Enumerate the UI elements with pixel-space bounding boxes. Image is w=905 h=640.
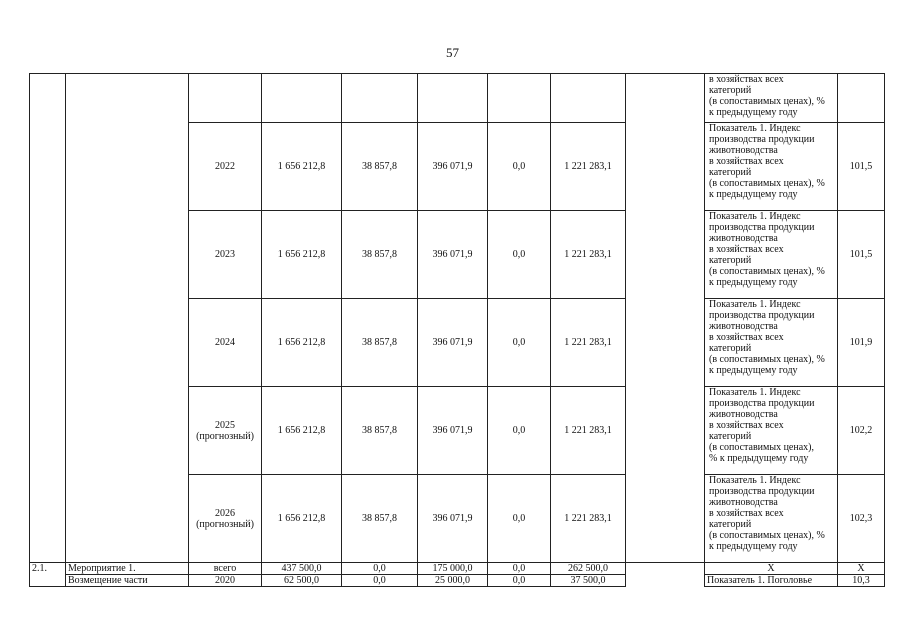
local-cell: 0,0 <box>488 299 551 387</box>
local-cell: 0,0 <box>488 211 551 299</box>
other-cell: 1 221 283,1 <box>551 211 626 299</box>
indicator-cell: Показатель 1. Индекс производства продукции животноводства в хозяйствах всех категорий (в сопоставимых ценах), % к предыдущему году <box>705 475 838 563</box>
year-cell: 2026 (прогнозный) <box>189 475 262 563</box>
other-cell: 1 221 283,1 <box>551 475 626 563</box>
year-cell: 2022 <box>189 123 262 211</box>
federal-cell: 38 857,8 <box>342 211 418 299</box>
executor-cell <box>626 563 705 587</box>
federal-cell: 38 857,8 <box>342 123 418 211</box>
total-cell: 62 500,0 <box>262 575 342 587</box>
regional-cell: 25 000,0 <box>418 575 488 587</box>
page-number: 57 <box>446 45 459 60</box>
total-cell: 1 656 212,8 <box>262 299 342 387</box>
regional-cell: 175 000,0 <box>418 563 488 575</box>
indicator-cell: в хозяйствах всех категорий (в сопоставимых ценах), % к предыдущему году <box>705 74 838 123</box>
total-cell: 437 500,0 <box>262 563 342 575</box>
regional-cell: 396 071,9 <box>418 387 488 475</box>
indicator-value-cell: 10,3 <box>838 575 885 587</box>
indicator-value-cell: 101,9 <box>838 299 885 387</box>
indicator-value-cell: 102,2 <box>838 387 885 475</box>
total-cell: 1 656 212,8 <box>262 211 342 299</box>
indicator-value-cell: X <box>838 563 885 575</box>
other-cell: 1 221 283,1 <box>551 387 626 475</box>
local-cell: 0,0 <box>488 575 551 587</box>
indicator-cell: Показатель 1. Индекс производства продукции животноводства в хозяйствах всех категорий (в сопоставимых ценах), % к предыдущему году <box>705 299 838 387</box>
table-row <box>30 575 885 587</box>
local-cell: 0,0 <box>488 387 551 475</box>
indicator-cell: X <box>705 563 838 575</box>
total-cell: 1 656 212,8 <box>262 123 342 211</box>
name-cell <box>66 74 189 563</box>
local-cell: 0,0 <box>488 123 551 211</box>
number-cell: 2.1. <box>30 563 66 587</box>
number-cell <box>30 74 66 563</box>
year-cell <box>189 74 262 123</box>
name-cell: Возмещение части <box>66 575 189 587</box>
local-cell: 0,0 <box>488 475 551 563</box>
table-row <box>30 74 885 123</box>
year-cell: 2020 <box>189 575 262 587</box>
indicator-value-cell: 101,5 <box>838 211 885 299</box>
indicator-cell: Показатель 1. Индекс производства продукции животноводства в хозяйствах всех категорий (в сопоставимых ценах), % к предыдущему году <box>705 387 838 475</box>
other-cell: 37 500,0 <box>551 575 626 587</box>
federal-cell: 38 857,8 <box>342 387 418 475</box>
regional-cell: 396 071,9 <box>418 211 488 299</box>
year-cell: всего <box>189 563 262 575</box>
indicator-value-cell <box>838 74 885 123</box>
year-cell: 2024 <box>189 299 262 387</box>
total-cell: 1 656 212,8 <box>262 387 342 475</box>
indicator-value-cell: 101,5 <box>838 123 885 211</box>
federal-cell: 38 857,8 <box>342 475 418 563</box>
indicator-cell: Показатель 1. Индекс производства продукции животноводства в хозяйствах всех категорий (в сопоставимых ценах), % к предыдущему году <box>705 123 838 211</box>
other-cell: 1 221 283,1 <box>551 123 626 211</box>
other-cell: 262 500,0 <box>551 563 626 575</box>
indicator-cell: Показатель 1. Индекс производства продукции животноводства в хозяйствах всех категорий (в сопоставимых ценах), % к предыдущему году <box>705 211 838 299</box>
other-cell: 1 221 283,1 <box>551 299 626 387</box>
local-cell: 0,0 <box>488 563 551 575</box>
regional-cell: 396 071,9 <box>418 123 488 211</box>
total-cell: 1 656 212,8 <box>262 475 342 563</box>
federal-cell: 0,0 <box>342 563 418 575</box>
name-cell: Мероприятие 1. <box>66 563 189 575</box>
executor-cell <box>626 74 705 563</box>
indicator-cell: Показатель 1. Поголовье <box>705 575 838 587</box>
year-cell: 2025 (прогнозный) <box>189 387 262 475</box>
regional-cell: 396 071,9 <box>418 475 488 563</box>
federal-cell: 38 857,8 <box>342 299 418 387</box>
indicator-value-cell: 102,3 <box>838 475 885 563</box>
regional-cell: 396 071,9 <box>418 299 488 387</box>
table-row <box>30 563 885 575</box>
year-cell: 2023 <box>189 211 262 299</box>
federal-cell: 0,0 <box>342 575 418 587</box>
budget-table <box>29 73 885 587</box>
